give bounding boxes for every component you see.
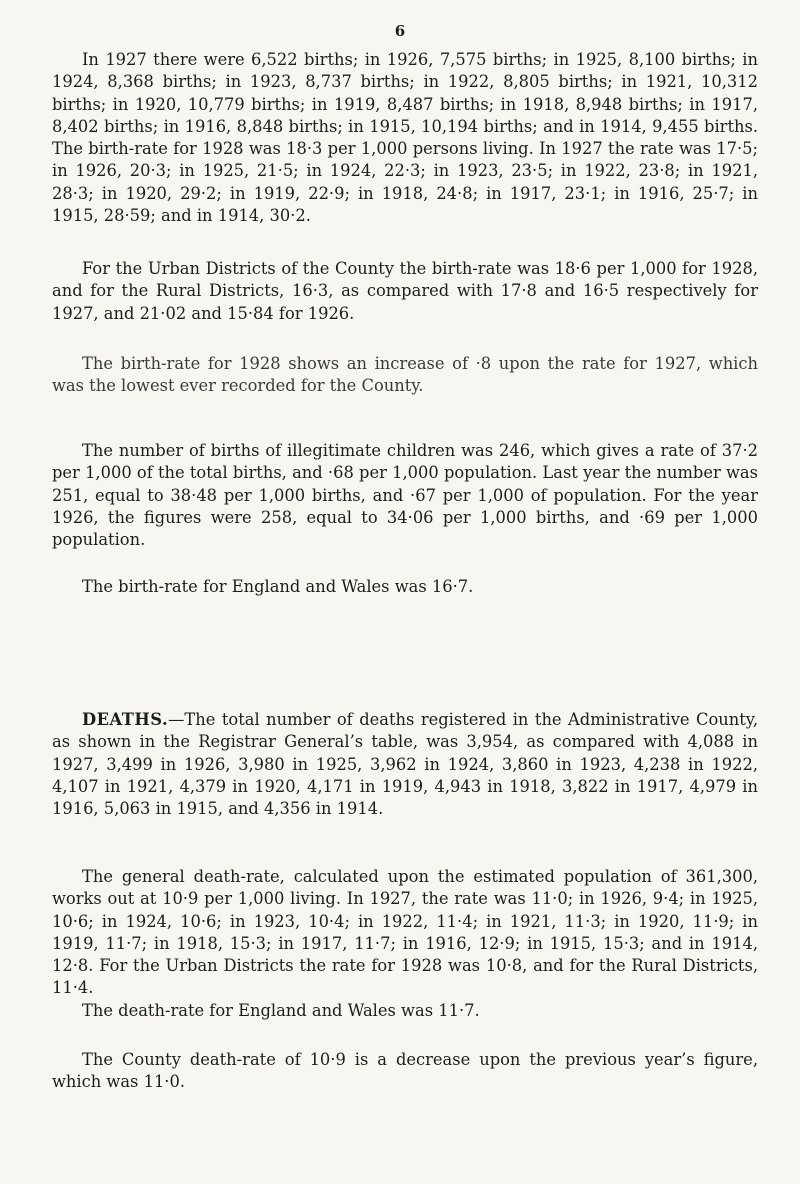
illegitimate-births-paragraph: The number of births of illegitimate children was 246, which gives a rate of 37·2 per 1,000 of the total births, and ·68 per 1,000 population. Last year the number was 251, equal to 38·48 per 1,000 births, and ·67 per 1,000 of population. For the year 1926, the figures were 258, equal to 34·06 per 1,000 births, and ·69 per 1,000 population. <box>52 441 758 550</box>
deaths-heading: DEATHS. <box>82 710 169 729</box>
birth-rate-increase-paragraph: The birth-rate for 1928 shows an increase of ·8 upon the rate for 1927, which was the lowest ever recorded for the County. <box>52 354 758 396</box>
deaths-paragraph <box>52 709 758 820</box>
page-number: 6 <box>394 22 406 40</box>
births-paragraph: In 1927 there were 6,522 births; in 1926, 7,575 births; in 1925, 8,100 births; in 1924, 8,368 births; in 1923, 8,737 births; in 1922, 8,805 births; in 1921, 10,312 births; in 1920, 10,779 births; in 1919, 8,487 births; in 1918, 8,948 births; in 1917, 8,402 births; in 1916, 8,848 births; in 1915, 10,194 births; and in 1914, 9,455 births. The birth-rate for 1928 was 18·3 per 1,000 persons living. In 1927 the rate was 17·5; in 1926, 20·3; in 1925, 21·5; in 1924, 22·3; in 1923, 23·5; in 1922, 23·8; in 1921, 28·3; in 1920, 29·2; in 1919, 22·9; in 1918, 24·8; in 1917, 23·1; in 1916, 25·7; in 1915, 28·59; and in 1914, 30·2. <box>52 50 758 226</box>
england-wales-death-rate-paragraph: The death-rate for England and Wales was 11·7. <box>82 1001 480 1020</box>
england-wales-birth-rate-paragraph: The birth-rate for England and Wales was 16·7. <box>82 577 474 596</box>
death-rate-paragraph: The general death-rate, calculated upon the estimated population of 361,300, works out at 10·9 per 1,000 living. In 1927, the rate was 11·0; in 1926, 9·4; in 1925, 10·6; in 1924, 10·6; in 1923, 10·4; in 1922, 11·4; in 1921, 11·3; in 1920, 11·9; in 1919, 11·7; in 1918, 15·3; in 1917, 11·7; in 1916, 12·9; in 1915, 15·3; and in 1914, 12·8. For the Urban Districts the rate for 1928 was 10·8, and for the Rural Districts, 11·4. <box>52 867 758 998</box>
county-death-rate-paragraph: The County death-rate of 10·9 is a decrease upon the previous year’s figure, which was 11·0. <box>52 1050 758 1092</box>
urban-rural-births-paragraph: For the Urban Districts of the County the birth-rate was 18·6 per 1,000 for 1928, and for the Rural Districts, 16·3, as compared with 17·8 and 16·5 respectively for 1927, and 21·02 and 15·84 for 1926. <box>52 259 758 323</box>
deaths-text: —The total number of deaths registered in the Administrative County, as shown in the Registrar General’s table, was 3,954, as compared with 4,088 in 1927, 3,499 in 1926, 3,980 in 1925, 3,962 in 1924, 3,860 in 1923, 4,238 in 1922, 4,107 in 1921, 4,379 in 1920, 4,171 in 1919, 4,943 in 1918, 3,822 in 1917, 4,979 in 1916, 5,063 in 1915, and 4,356 in 1914. <box>52 710 758 819</box>
